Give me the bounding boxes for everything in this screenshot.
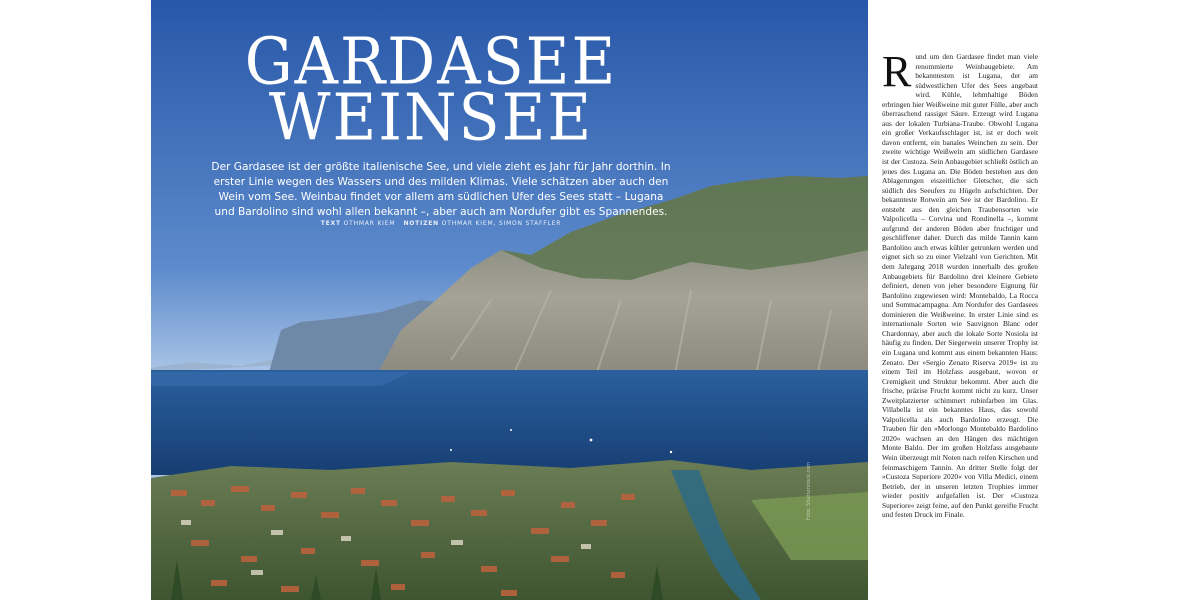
headline-line-1: GARDASEE	[244, 24, 618, 100]
drop-cap: R	[882, 52, 912, 96]
article-headline	[151, 24, 711, 156]
article-body-text: und um den Gardasee findet man viele renommierte Weinbaugebiete. Am bekanntesten ist Lugana, der am südwestlichen Ufer des Sees angebaut wird. Kühle, lehmhaltige Böden erbringen hier Weißweine mit guter Fülle, aber auch überraschend rassiger Säure. Erzeugt wird Lugana aus der lokalen Turbiana-Traube. Obwohl Lugana ein großer Verkaufsschlager ist, ist er doch weit davon entfernt, ein banales Weinchen zu sein. Der zweite wichtige Weißwein am südlichen Gardasee ist der Custoza. Sein Anbaugebiet schließt östlich an jenes des Lugana an. Die Böden bestehen aus den Ablagerungen eiszeitlicher Gletscher, die sich südlich des Seeufers zu Hügeln aufschichten. Der bekannteste Rotwein am See ist der Bardolino. Er entsteht aus den gleichen Traubensorten wie Valpolicella – Corvina und Rondinella –, kommt aufgrund der anderen Böden aber fruchtiger und geschliffener daher. Durch das milde Tannin kann Bardolino auch etwas kühler getrunken werden und eignet sich so zu einer Vielzahl von Gerichten. Mit dem Jahrgang 2018 wurden innerhalb des großen Anbaugebiets für Bardolino drei kleinere Gebiete definiert, denen von jeher besondere Eignung für Bardolino zugewiesen wird: Montebaldo, La Rocca und Sommacampagna. Am Nordufer des Gardasees dominieren die Weißweine. In erster Linie sind es internationale Sorten wie Sauvignon Blanc oder Chardonnay, aber auch die lokale Sorte Nosiola ist häufig zu finden. Der Siegerwein unserer Trophy ist ein Lugana und kommt aus einem bekannten Haus: Zenato. Der »Sergio Zenato Riserva 2019« ist zu einem Teil im Holzfass ausgebaut, wovon er Cremigkeit und Struktur bekommt. Aber auch die frische, präzise Frucht kommt nicht zu kurz. Unser Zweitplatzierter schimmert rubinfarben im Glas. Villabella ist ein bekanntes Haus, das sowohl Valpolicella als auch Bardolino erzeugt. Die Trauben für den »Morlongo Montebaldo Bardolino 2020« wachsen an den Hängen des mächtigen Monte Baldo. Der im großen Holzfass ausgebaute Wein überzeugt mit Noten nach reifen Kirschen und feinmaschigem Tannin. An dritter Stelle folgt der »Custoza Superiore 2020« von Villa Medici, einem Betrieb, der in unseren letzten Trophies immer wieder positiv aufgefallen ist. Der »Custoza Superiore« zeigt feine, auf den Punkt gereifte Frucht und festen Druck im Finale.	[882, 52, 1038, 520]
photo-credit: Foto: Shutterstock.com	[806, 461, 812, 520]
hero-photo	[151, 0, 868, 600]
article-intro: Der Gardasee ist der größte italienische See, und viele zieht es Jahr für Jahr dorthin. In erster Linie wegen des Wassers und des milden Klimas. Viele schätzen aber auch den Wein vom See. Weinbau findet vor allem am südlichen Ufer des Sees statt – Lugana und Bardolino sind wohl allen bekannt –, aber auch am Nordufer gibt es Spannendes.	[211, 161, 671, 218]
credit-text-label: TEXT	[320, 220, 341, 227]
credit-notes-authors: OTHMAR KIEM, SIMON STAFFLER	[441, 220, 562, 227]
article-credits	[211, 220, 671, 227]
credit-text-author: OTHMAR KIEM	[343, 220, 396, 227]
credit-notes-label: NOTIZEN	[403, 220, 439, 227]
article-body-column	[882, 52, 1038, 600]
headline-line-2: WEINSEE	[268, 80, 594, 156]
